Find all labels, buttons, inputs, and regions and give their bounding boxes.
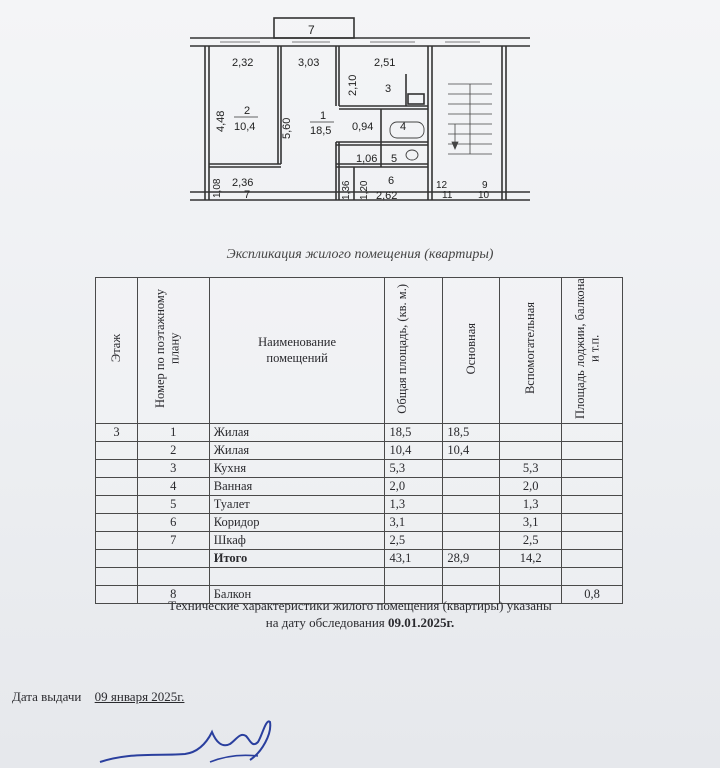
room-2-number: 2 — [244, 105, 251, 117]
cell-number: 5 — [137, 496, 209, 514]
cell-name: Ванная — [209, 478, 385, 496]
cell-main — [443, 514, 500, 532]
table-row — [96, 424, 623, 442]
cell-name: Балкон — [209, 586, 385, 604]
cell-floor — [96, 478, 138, 496]
cell-name: Туалет — [209, 496, 385, 514]
room-3-number: 3 — [385, 83, 392, 95]
cell-total: 1,3 — [385, 496, 443, 514]
plan-number: 11 — [442, 190, 453, 201]
cell-floor: 3 — [96, 424, 138, 442]
cell-main — [443, 478, 500, 496]
table-total-row — [96, 550, 623, 568]
cell-number: 8 — [137, 586, 209, 604]
cell-floor — [96, 514, 138, 532]
cell-empty — [137, 550, 209, 568]
table-row — [96, 496, 623, 514]
plan-number: 9 — [482, 180, 488, 191]
cell-aux — [500, 442, 562, 460]
room-2-area: 10,4 — [234, 121, 256, 133]
room-4-number: 4 — [400, 121, 407, 133]
room-5-number: 5 — [391, 153, 398, 165]
plan-dim: 5,60 — [281, 117, 293, 139]
cell-number: 2 — [137, 442, 209, 460]
table-header-row — [96, 278, 623, 424]
header-number: Номер по поэтажному плану — [137, 278, 209, 424]
technical-note-line1: Технические характеристики жилого помещения (квартиры) указаны — [168, 598, 552, 613]
table-row — [96, 532, 623, 550]
issue-date-line — [12, 689, 184, 705]
header-balcony: Площадь лоджии, балкона и т.п. — [562, 278, 623, 424]
header-total-area: Общая площадь, (кв. м.) — [385, 278, 443, 424]
explication-table — [95, 277, 623, 604]
plan-dim: 2,36 — [232, 177, 254, 189]
header-main: Основная — [443, 278, 500, 424]
cell-balcony — [562, 442, 623, 460]
cell-floor — [96, 532, 138, 550]
plan-dim: 1,06 — [356, 153, 378, 165]
cell-main: 10,4 — [443, 442, 500, 460]
cell-total-label: Итого — [209, 550, 385, 568]
cell-name: Жилая — [209, 442, 385, 460]
cell-main-sum: 28,9 — [443, 550, 500, 568]
cell-floor — [96, 442, 138, 460]
cell-number: 7 — [137, 532, 209, 550]
cell-main — [443, 496, 500, 514]
table-row — [96, 442, 623, 460]
cell-number: 4 — [137, 478, 209, 496]
cell-main — [443, 532, 500, 550]
table-row — [96, 460, 623, 478]
plan-dim: 2,10 — [347, 74, 359, 96]
cell-aux: 5,3 — [500, 460, 562, 478]
cell-total-sum: 43,1 — [385, 550, 443, 568]
plan-dim: 2,51 — [374, 57, 396, 69]
cell-floor — [96, 460, 138, 478]
cell-main — [443, 460, 500, 478]
technical-note — [0, 598, 720, 632]
cell-balcony — [562, 478, 623, 496]
cell-aux: 2,0 — [500, 478, 562, 496]
cell-total: 5,3 — [385, 460, 443, 478]
cell-total: 2,0 — [385, 478, 443, 496]
plan-dim: 4,48 — [215, 110, 227, 132]
cell-name: Жилая — [209, 424, 385, 442]
plan-dim: 3,03 — [298, 57, 320, 69]
plan-dim: 0,94 — [352, 121, 374, 133]
signature — [90, 712, 330, 768]
header-aux: Вспомогательная — [500, 278, 562, 424]
issue-date-label: Дата выдачи — [12, 689, 82, 704]
plan-dim: 2,62 — [376, 190, 398, 202]
cell-total: 2,5 — [385, 532, 443, 550]
plan-number: 12 — [436, 180, 448, 191]
cell-total: 10,4 — [385, 442, 443, 460]
cell-aux — [500, 424, 562, 442]
header-floor: Этаж — [96, 278, 138, 424]
table-row — [96, 514, 623, 532]
issue-date-value: 09 января 2025г. — [94, 689, 185, 704]
technical-note-prefix: на дату обследования — [265, 614, 385, 630]
cell-number: 3 — [137, 460, 209, 478]
cell-aux: 3,1 — [500, 514, 562, 532]
plan-balcony-number: 7 — [308, 23, 315, 37]
cell-aux: 2,5 — [500, 532, 562, 550]
table-row — [96, 478, 623, 496]
cell-total: 18,5 — [385, 424, 443, 442]
plan-dim: 2,32 — [232, 57, 254, 69]
cell-balcony — [562, 460, 623, 478]
explication-caption: Экспликация жилого помещения (квартиры) — [226, 247, 494, 262]
cell-balcony — [562, 496, 623, 514]
cell-balcony: 0,8 — [562, 586, 623, 604]
plan-dim: 1,20 — [359, 180, 370, 200]
cell-aux: 1,3 — [500, 496, 562, 514]
room-6-number: 6 — [388, 175, 395, 187]
cell-number: 1 — [137, 424, 209, 442]
room-1-number: 1 — [320, 110, 327, 122]
plan-number: 10 — [478, 190, 490, 201]
floor-plan — [180, 14, 540, 224]
cell-total: 3,1 — [385, 514, 443, 532]
cell-name: Шкаф — [209, 532, 385, 550]
cell-floor — [96, 496, 138, 514]
technical-note-line2 — [0, 615, 720, 632]
cell-balcony — [562, 532, 623, 550]
cell-main: 18,5 — [443, 424, 500, 442]
survey-date: 09.01.2025г. — [388, 614, 455, 630]
room-7-number: 7 — [244, 189, 251, 201]
plan-dim: 1,36 — [341, 180, 352, 200]
cell-empty — [562, 550, 623, 568]
cell-aux-sum: 14,2 — [500, 550, 562, 568]
cell-balcony — [562, 514, 623, 532]
room-1-area: 18,5 — [310, 125, 332, 137]
cell-number: 6 — [137, 514, 209, 532]
plan-dim: 1,08 — [212, 178, 223, 198]
cell-empty — [96, 550, 138, 568]
cell-name: Коридор — [209, 514, 385, 532]
cell-balcony — [562, 424, 623, 442]
table-empty-row — [96, 568, 623, 586]
header-name: Наименование помещений — [209, 278, 385, 424]
cell-name: Кухня — [209, 460, 385, 478]
